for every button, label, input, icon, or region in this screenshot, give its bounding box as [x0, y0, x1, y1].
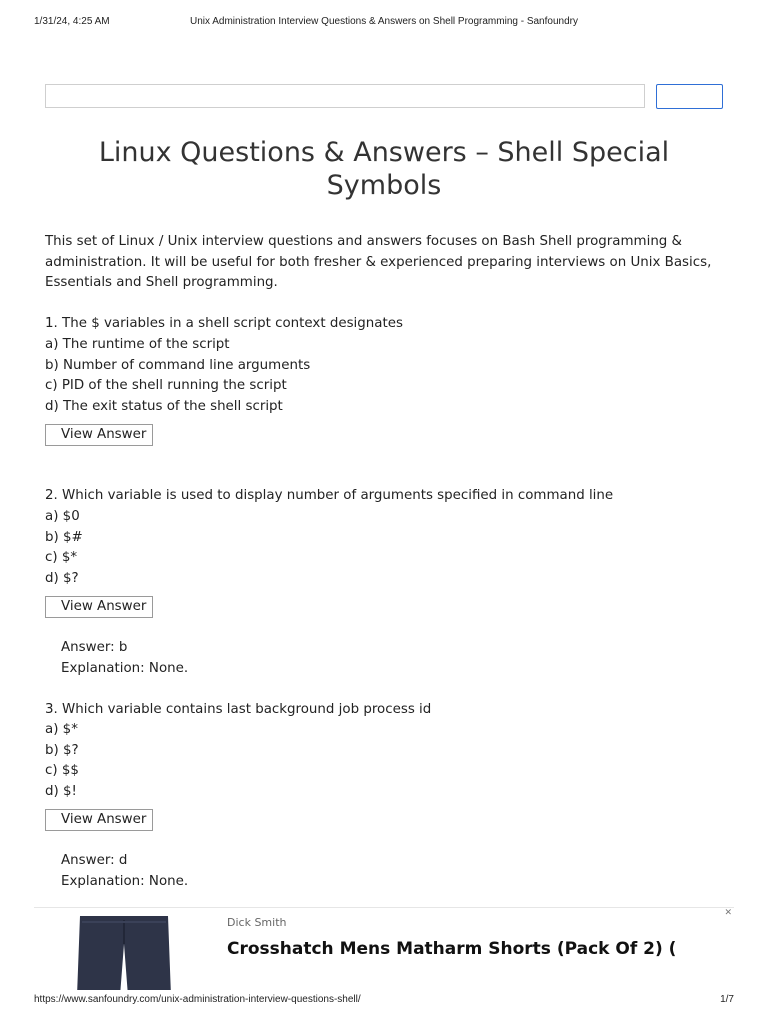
shorts-icon	[76, 916, 172, 990]
option-c: c) $$	[45, 763, 79, 779]
question-2	[45, 486, 725, 679]
answer-box	[45, 638, 725, 679]
ad-product-image[interactable]	[76, 916, 172, 990]
intro-paragraph	[45, 232, 725, 294]
answer-box	[45, 851, 725, 892]
print-timestamp: 1/31/24, 4:25 AM	[34, 16, 110, 27]
option-c: c) PID of the shell running the script	[45, 378, 287, 394]
intro-line: administration. It will be useful for both fresher & experienced preparing interviews on Unix Basics,	[45, 254, 712, 270]
question-1	[45, 314, 725, 446]
print-url: https://www.sanfoundry.com/unix-administration-interview-questions-shell/	[34, 994, 361, 1005]
view-answer-button[interactable]: View Answer	[45, 424, 153, 446]
search-button[interactable]	[656, 84, 723, 109]
explanation-text: Explanation: None.	[61, 660, 189, 676]
question-text: 3. Which variable contains last background job process id	[45, 701, 432, 717]
option-d: d) $?	[45, 570, 79, 586]
intro-line: This set of Linux / Unix interview questions and answers focuses on Bash Shell programming &	[45, 234, 683, 249]
explanation-text: Explanation: None.	[61, 874, 189, 890]
ad-title[interactable]: Crosshatch Mens Matharm Shorts (Pack Of 2) (	[227, 939, 677, 959]
question-text: 2. Which variable is used to display number of arguments specified in command line	[45, 488, 614, 504]
article-content	[45, 232, 725, 893]
search-input[interactable]	[45, 84, 645, 108]
ad-brand: Dick Smith	[227, 916, 287, 929]
print-header	[34, 12, 734, 26]
option-a: a) $0	[45, 508, 80, 524]
option-d: d) The exit status of the shell script	[45, 398, 283, 414]
page-title: Linux Questions & Answers – Shell Special Symbols	[98, 137, 670, 201]
option-a: a) The runtime of the script	[45, 336, 230, 352]
option-d: d) $!	[45, 783, 77, 799]
answer-text: Answer: b	[61, 640, 128, 656]
print-footer	[34, 994, 734, 1008]
option-b: b) $?	[45, 742, 79, 758]
view-answer-button[interactable]: View Answer	[45, 809, 153, 831]
search-bar	[45, 84, 723, 110]
question-text: 1. The $ variables in a shell script context designates	[45, 316, 403, 332]
ad-close-icon[interactable]: ✕	[724, 908, 732, 918]
answer-text: Answer: d	[61, 853, 128, 869]
question-3	[45, 700, 725, 893]
option-c: c) $*	[45, 550, 78, 566]
option-b: b) $#	[45, 529, 83, 545]
print-page-title: Unix Administration Interview Questions & Answers on Shell Programming - Sanfoundry	[190, 16, 578, 27]
view-answer-button[interactable]: View Answer	[45, 596, 153, 618]
ad-banner[interactable]	[34, 907, 734, 990]
intro-line: Essentials and Shell programming.	[45, 275, 278, 291]
option-a: a) $*	[45, 722, 78, 738]
option-b: b) Number of command line arguments	[45, 357, 311, 373]
print-page-number: 1/7	[720, 994, 734, 1005]
